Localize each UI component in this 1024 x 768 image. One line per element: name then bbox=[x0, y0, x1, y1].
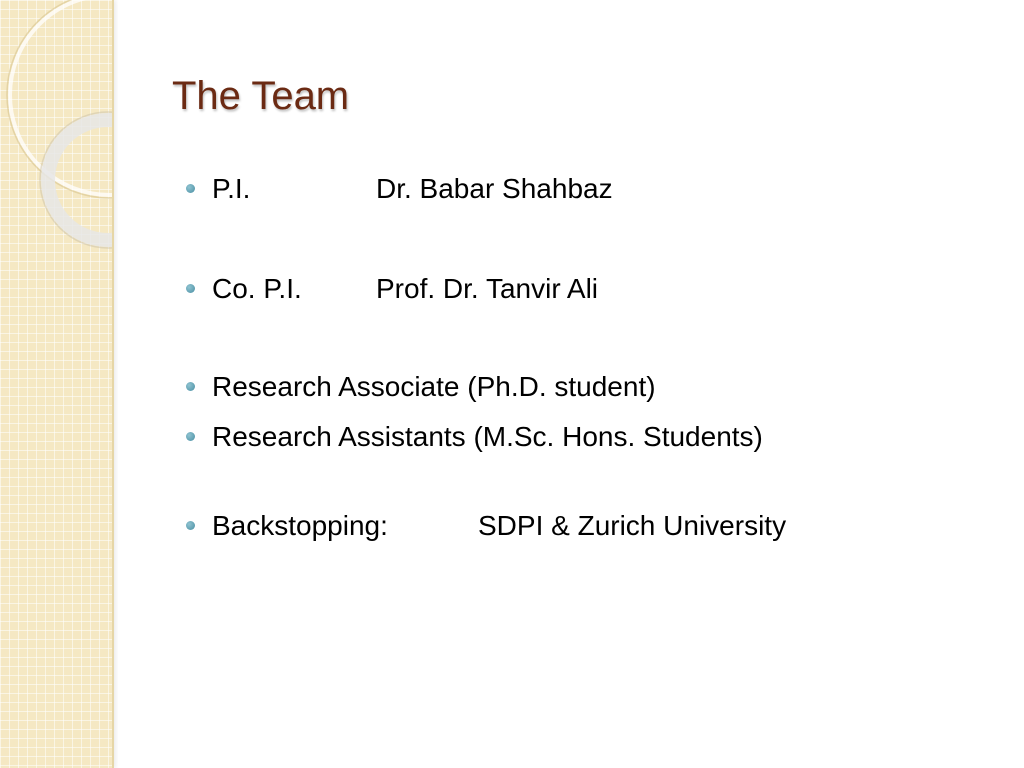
slide-title: The Team bbox=[172, 74, 350, 118]
person-name: Dr. Babar Shahbaz bbox=[376, 173, 613, 204]
bullet-dot-icon bbox=[186, 284, 195, 293]
organization-name: SDPI & Zurich University bbox=[478, 510, 787, 541]
bullet-dot-icon bbox=[186, 432, 195, 441]
person-name: Prof. Dr. Tanvir Ali bbox=[376, 273, 599, 304]
role-label: P.I. bbox=[212, 173, 251, 204]
role-label: Research Assistants (M.Sc. Hons. Students) bbox=[212, 421, 763, 452]
bullet-dot-icon bbox=[186, 184, 195, 193]
role-label: Research Associate (Ph.D. student) bbox=[212, 371, 656, 402]
bullet-dot-icon bbox=[186, 521, 195, 530]
role-label: Co. P.I. bbox=[212, 273, 302, 304]
role-label: Backstopping: bbox=[212, 510, 388, 541]
bullet-dot-icon bbox=[186, 382, 195, 391]
